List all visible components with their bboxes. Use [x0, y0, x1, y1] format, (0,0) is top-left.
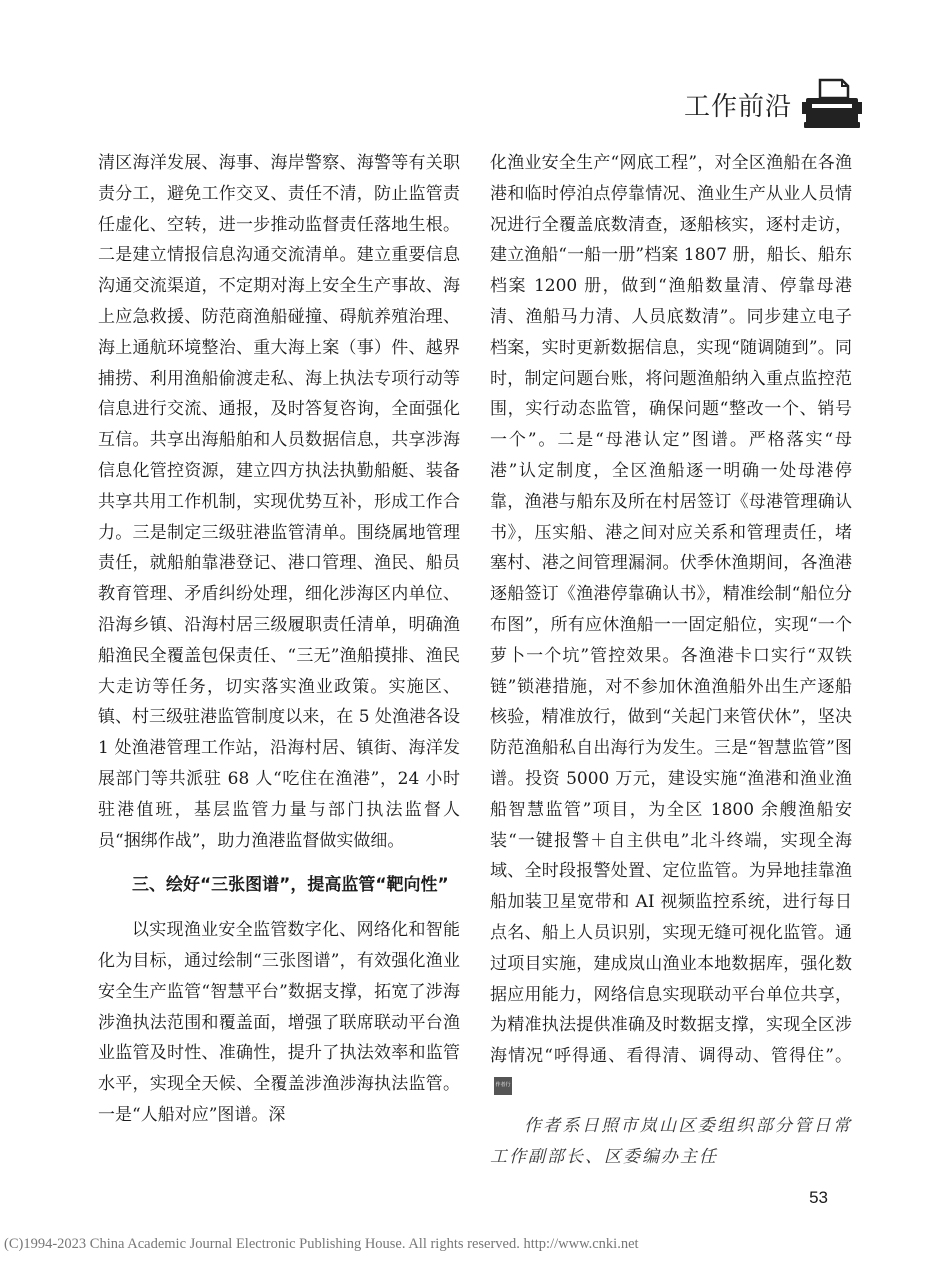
section-heading: 三、绘好“三张图谱”，提高监管“靶向性” — [132, 875, 449, 896]
left-column — [98, 148, 460, 1131]
right-column — [490, 148, 852, 1172]
copyright-notice: (C)1994-2023 China Academic Journal Electronic Publishing House. All rights reserved. http://www.cnki.net — [4, 1236, 639, 1252]
end-mark-text: 作者行 — [495, 1081, 511, 1088]
page-header — [684, 76, 862, 132]
body-text: 化渔业安全生产“网底工程”，对全区渔船在各渔港和临时停泊点停靠情况、渔业生产从业人员情况进行全覆盖底数清查，逐船核实，逐村走访，建立渔船“一船一册”档案 1807 册，船长、船东档案 1200 册，做到“渔船数量清、停靠母港清、渔船马力清、人员底数清”。同步建立电子档案，实时更新数据信息，实现“随调随到”。同时，制定问题台账，将问题渔船纳入重点监控范围，实行动态监管，确保问题“整改一个、销号一个”。二是“母港认定”图谱。严格落实“母港”认定制度，全区渔船逐一明确一处母港停靠，渔港与船东及所在村居签订《母港管理确认书》，压实船、港之间对应关系和管理责任，堵塞村、港之间管理漏洞。伏季休渔期间，各渔港逐船签订《渔港停靠确认书》，精准绘制“船位分布图”，所有应休渔船一一固定船位，实现“一个萝卜一个坑”管控效果。各渔港卡口实行“双铁链”锁港措施，对不参加休渔渔船外出生产逐船核验，精准放行，做到“关起门来管伏休”，坚决防范渔船私自出海行为发生。三是“智慧监管”图谱。投资 5000 万元，建设实施“渔港和渔业渔船智慧监管”项目，为全区 1800 余艘渔船安装“一键报警＋自主供电”北斗终端，实现全海域、全时段报警处置、定位监管。为异地挂靠渔船加装卫星宽带和 AI 视频监控系统，进行每日点名、船上人员识别，实现无缝可视化监管。通过项目实施，建成岚山渔业本地数据库，强化数据应用能力，网络信息实现联动平台单位共享，为精准执法提供准确及时数据支撑，实现全区涉海情况“呼得通、看得清、调得动、管得住”。 — [490, 153, 852, 1067]
section-label: 工作前沿 — [683, 91, 792, 122]
body-paragraph: 以实现渔业安全监管数字化、网络化和智能化为目标，通过绘制“三张图谱”，有效强化渔业安全生产监管“智慧平台”数据支撑，拓宽了涉海涉渔执法范围和覆盖面，增强了联席联动平台渔业监管及时性、准确性，提升了执法效率和监管水平，实现全天候、全覆盖涉渔涉海执法监管。一是“人船对应”图谱。深 — [98, 920, 460, 1125]
author-note: 作者系日照市岚山区委组织部分管日常工作副部长、区委编办主任 — [490, 1115, 852, 1167]
body-paragraph — [490, 148, 852, 1103]
typewriter-icon — [802, 76, 862, 132]
end-mark-icon — [494, 1077, 512, 1095]
page-number: 53 — [809, 1188, 828, 1207]
body-paragraph: 清区海洋发展、海事、海岸警察、海警等有关职责分工，避免工作交叉、责任不清，防止监管责任虚化、空转，进一步推动监督责任落地生根。二是建立情报信息沟通交流清单。建立重要信息沟通交流渠道，不定期对海上安全生产事故、海上应急救援、防范商渔船碰撞、碍航养殖治理、海上通航环境整治、重大海上案（事）件、越界捕捞、利用渔船偷渡走私、海上执法专项行动等信息进行交流、通报，及时答复咨询，全面强化互信。共享出海船舶和人员数据信息，共享涉海信息化管控资源，建立四方执法执勤船艇、装备共享共用工作机制，实现优势互补，形成工作合力。三是制定三级驻港监管清单。围绕属地管理责任，就船舶靠港登记、港口管理、渔民、船员教育管理、矛盾纠纷处理，细化涉海区内单位、沿海乡镇、沿海村居三级履职责任清单，明确渔船渔民全覆盖包保责任、“三无”渔船摸排、渔民大走访等任务，切实落实渔业政策。实施区、镇、村三级驻港监管制度以来，在 5 处渔港各设 1 处渔港管理工作站，沿海村居、镇街、海洋发展部门等共派驻 68 人“吃住在渔港”，24 小时驻港值班，基层监管力量与部门执法监督人员“捆绑作战”，助力渔港监督做实做细。 — [98, 153, 460, 851]
